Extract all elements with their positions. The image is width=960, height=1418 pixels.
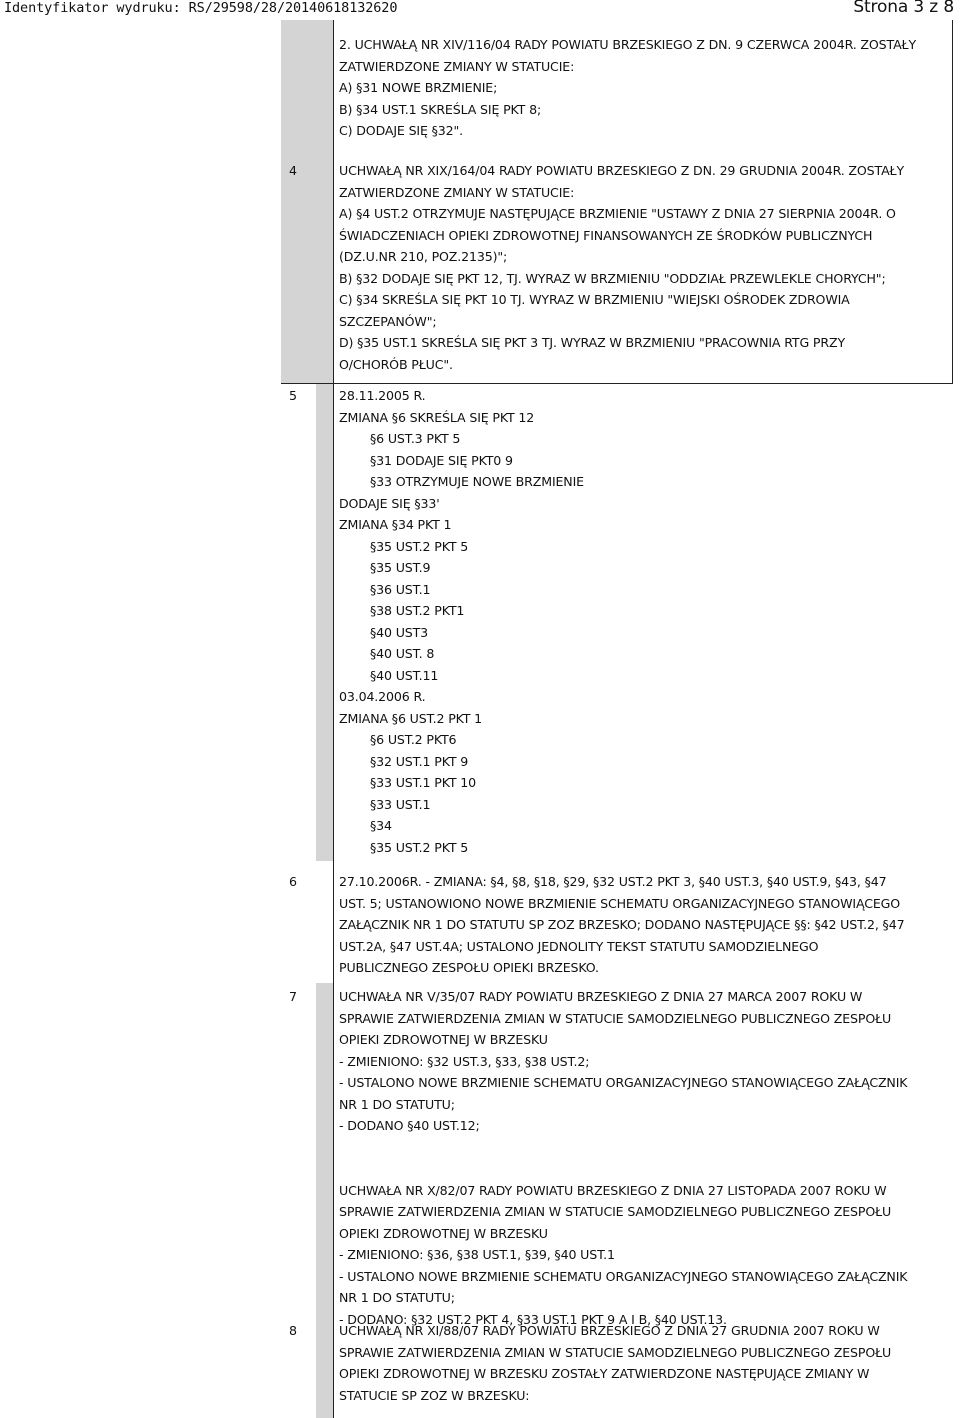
- row-text-line: §6 UST.3 PKT 5: [370, 431, 461, 446]
- number-column-shade-top: [281, 20, 333, 383]
- row-text-line: - DODANO §40 UST.12;: [339, 1118, 480, 1133]
- print-header: [0, 0, 960, 20]
- row-text-line: §35 UST.9: [370, 560, 431, 575]
- row-text-line: UCHWAŁA NR X/82/07 RADY POWIATU BRZESKIEGO Z DNIA 27 LISTOPADA 2007 ROKU W: [339, 1182, 887, 1198]
- row-number: 7: [289, 989, 297, 1004]
- row-text-line: C) §34 SKREŚLA SIĘ PKT 10 TJ. WYRAZ W BRZMIENIU "WIEJSKI OŚRODEK ZDROWIA: [339, 292, 850, 307]
- row-number: 4: [289, 163, 297, 178]
- row-text-line: UCHWAŁA NR V/35/07 RADY POWIATU BRZESKIEGO Z DNIA 27 MARCA 2007 ROKU W: [339, 989, 863, 1004]
- row-text-line: §40 UST3: [370, 624, 429, 640]
- row-text-line: §38 UST.2 PKT1: [370, 603, 465, 618]
- row-text-line: UCHWAŁĄ NR XI/88/07 RADY POWIATU BRZESKIEGO Z DNIA 27 GRUDNIA 2007 ROKU W: [339, 1323, 880, 1338]
- row-text-line: 03.04.2006 R.: [339, 689, 426, 704]
- row-text-line: UST.2A, §47 UST.4A; USTALONO JEDNOLITY TEKST STATUTU SAMODZIELNEGO: [339, 938, 819, 954]
- row-text-line: (DZ.U.NR 210, POZ.2135)";: [339, 249, 508, 264]
- row-text-line: §31 DODAJE SIĘ PKT0 9: [370, 452, 513, 468]
- row-text-line: §36 UST.1: [370, 581, 431, 597]
- page-number: Strona 3 z 8: [853, 0, 954, 17]
- number-column-shade-bottom: [316, 983, 333, 1418]
- row-text-line: UST. 5; USTANOWIONO NOWE BRZMIENIE SCHEMATU ORGANIZACYJNEGO STANOWIĄCEGO: [339, 895, 901, 911]
- row-text-line: §33 UST.1: [370, 796, 431, 812]
- row-text-line: - USTALONO NOWE BRZMIENIE SCHEMATU ORGANIZACYJNEGO STANOWIĄCEGO ZAŁĄCZNIK: [339, 1268, 908, 1284]
- row-text-line: A) §31 NOWE BRZMIENIE;: [339, 80, 498, 95]
- row-text-line: STATUCIE SP ZOZ W BRZESKU:: [339, 1387, 530, 1403]
- print-identifier: Identyfikator wydruku: RS/29598/28/20140618132620: [4, 0, 398, 16]
- row-text-line: C) DODAJE SIĘ §32".: [339, 123, 464, 138]
- row-text-line: - DODANO: §32 UST.2 PKT 4, §33 UST.1 PKT 9 A I B, §40 UST.13.: [339, 1311, 727, 1327]
- row-text-line: ZMIANA §34 PKT 1: [339, 517, 452, 532]
- row-text-line: §40 UST. 8: [370, 646, 435, 661]
- row-text-line: §35 UST.2 PKT 5: [370, 538, 469, 554]
- number-column-shade-mid: [316, 383, 333, 861]
- row-text-line: SZCZEPANÓW";: [339, 313, 437, 329]
- row-text-line: - ZMIENIONO: §36, §38 UST.1, §39, §40 UST.1: [339, 1247, 615, 1262]
- row-text-line: §35 UST.2 PKT 5: [370, 839, 469, 855]
- row-text-line: OPIEKI ZDROWOTNEJ W BRZESKU: [339, 1225, 548, 1241]
- row-text-line: ZATWIERDZONE ZMIANY W STATUCIE:: [339, 58, 575, 74]
- row-text-line: - USTALONO NOWE BRZMIENIE SCHEMATU ORGANIZACYJNEGO STANOWIĄCEGO ZAŁĄCZNIK: [339, 1075, 908, 1090]
- row-text-line: SPRAWIE ZATWIERDZENIA ZMIAN W STATUCIE SAMODZIELNEGO PUBLICZNEGO ZESPOŁU: [339, 1344, 892, 1360]
- row-text-line: 2. UCHWAŁĄ NR XIV/116/04 RADY POWIATU BRZESKIEGO Z DN. 9 CZERWCA 2004R. ZOSTAŁY: [339, 37, 917, 52]
- row-text-line: §33 OTRZYMUJE NOWE BRZMIENIE: [370, 474, 584, 489]
- row-text-line: B) §34 UST.1 SKREŚLA SIĘ PKT 8;: [339, 101, 542, 117]
- row-text-line: A) §4 UST.2 OTRZYMUJE NASTĘPUJĄCE BRZMIENIE "USTAWY Z DNIA 27 SIERPNIA 2004R. O: [339, 206, 896, 221]
- row-text-line: 27.10.2006R. - ZMIANA: §4, §8, §18, §29, §32 UST.2 PKT 3, §40 UST.3, §40 UST.9, §43, §47: [339, 874, 887, 889]
- row-text-line: SPRAWIE ZATWIERDZENIA ZMIAN W STATUCIE SAMODZIELNEGO PUBLICZNEGO ZESPOŁU: [339, 1010, 892, 1026]
- row-text-line: - ZMIENIONO: §32 UST.3, §33, §38 UST.2;: [339, 1053, 590, 1069]
- row-text-line: §6 UST.2 PKT6: [370, 732, 457, 747]
- row-text-line: O/CHORÓB PŁUC".: [339, 356, 453, 372]
- row-text-line: §34: [370, 818, 392, 833]
- row-text-line: 28.11.2005 R.: [339, 388, 426, 403]
- row-text-line: ZAŁĄCZNIK NR 1 DO STATUTU SP ZOZ BRZESKO; DODANO NASTĘPUJĄCE §§: §42 UST.2, §47: [339, 917, 905, 932]
- row-text-line: NR 1 DO STATUTU;: [339, 1096, 455, 1112]
- row-text-line: §40 UST.11: [370, 667, 439, 683]
- row-text-line: ŚWIADCZENIACH OPIEKI ZDROWOTNEJ FINANSOWANYCH ZE ŚRODKÓW PUBLICZNYCH: [339, 227, 873, 243]
- row-text-line: D) §35 UST.1 SKREŚLA SIĘ PKT 3 TJ. WYRAZ W BRZMIENIU "PRACOWNIA RTG PRZY: [339, 335, 845, 350]
- row-text-line: OPIEKI ZDROWOTNEJ W BRZESKU: [339, 1032, 548, 1047]
- row-text-line: NR 1 DO STATUTU;: [339, 1290, 455, 1305]
- table-right-border: [952, 20, 953, 383]
- row-text-line: SPRAWIE ZATWIERDZENIA ZMIAN W STATUCIE SAMODZIELNEGO PUBLICZNEGO ZESPOŁU: [339, 1204, 892, 1219]
- row-text-line: UCHWAŁĄ NR XIX/164/04 RADY POWIATU BRZESKIEGO Z DN. 29 GRUDNIA 2004R. ZOSTAŁY: [339, 163, 905, 178]
- row-text-line: §32 UST.1 PKT 9: [370, 753, 469, 769]
- row-text-line: DODAJE SIĘ §33': [339, 495, 440, 511]
- row-text-line: ZATWIERDZONE ZMIANY W STATUCIE:: [339, 184, 575, 200]
- row-text-line: ZMIANA §6 UST.2 PKT 1: [339, 710, 483, 726]
- row-number: 8: [289, 1323, 297, 1338]
- row-number: 6: [289, 874, 297, 889]
- row-number: 5: [289, 388, 297, 403]
- column-divider: [333, 20, 334, 1418]
- row-divider: [281, 383, 953, 384]
- row-text-line: §33 UST.1 PKT 10: [370, 775, 476, 790]
- row-text-line: OPIEKI ZDROWOTNEJ W BRZESKU ZOSTAŁY ZATWIERDZONE NASTĘPUJĄCE ZMIANY W: [339, 1366, 870, 1381]
- row-text-line: B) §32 DODAJE SIĘ PKT 12, TJ. WYRAZ W BRZMIENIU "ODDZIAŁ PRZEWLEKLE CHORYCH";: [339, 270, 886, 286]
- row-text-line: ZMIANA §6 SKREŚLA SIĘ PKT 12: [339, 409, 535, 425]
- row-text-line: PUBLICZNEGO ZESPOŁU OPIEKI BRZESKO.: [339, 960, 599, 975]
